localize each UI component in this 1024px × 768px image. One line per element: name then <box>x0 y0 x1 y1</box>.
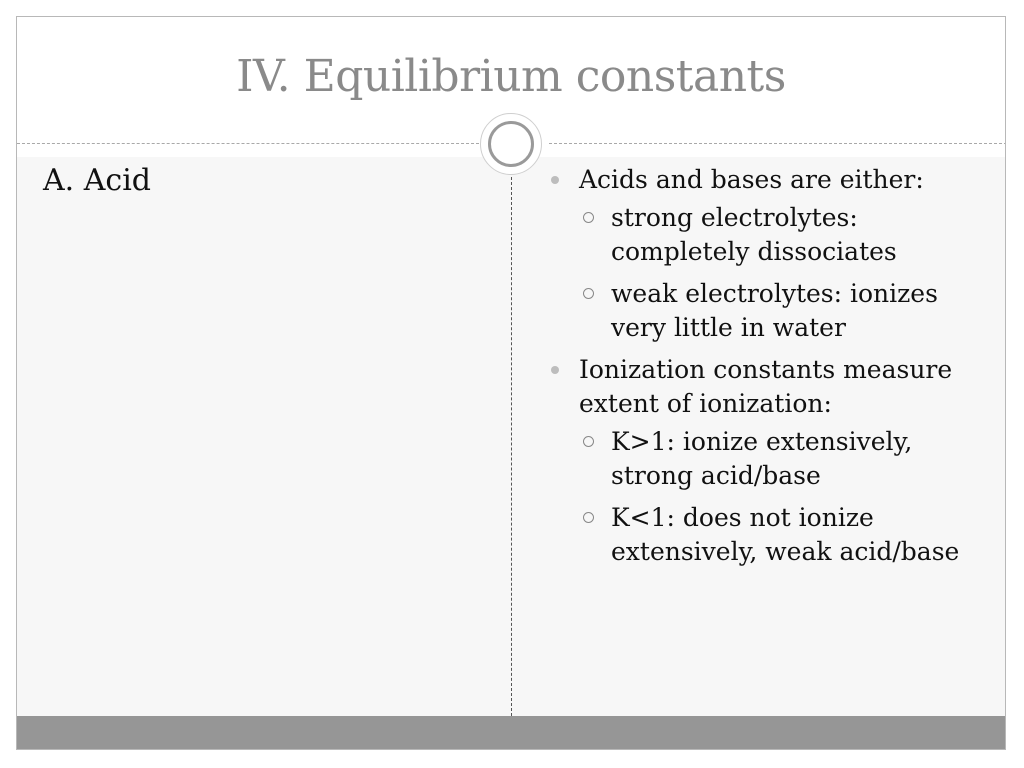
sub-bullet-item <box>579 501 995 569</box>
column-divider <box>511 177 512 716</box>
bullet-text: Acids and bases are either: <box>579 165 924 194</box>
dot-bullet-icon <box>551 176 559 184</box>
slide-title: IV. Equilibrium constants <box>236 51 786 102</box>
sub-bullet-text: K<1: does not ionize extensively, weak acid/base <box>611 503 960 566</box>
sub-bullet-text: weak electrolytes: ionizes very little in water <box>611 279 938 342</box>
sub-bullet-item <box>579 277 995 345</box>
bullet-item <box>545 353 995 569</box>
slide <box>16 16 1006 750</box>
bullet-list <box>545 163 995 577</box>
ring-bullet-icon <box>583 212 594 223</box>
sub-bullet-text: K>1: ionize extensively, strong acid/base <box>611 427 913 490</box>
dot-bullet-icon <box>551 366 559 374</box>
left-heading: A. Acid <box>43 163 152 198</box>
bullet-item <box>545 163 995 345</box>
sub-bullet-text: strong electrolytes: completely dissociates <box>611 203 897 266</box>
double-ring-icon <box>480 113 542 175</box>
inner-ring <box>488 121 534 167</box>
ring-bullet-icon <box>583 288 594 299</box>
ring-bullet-icon <box>583 512 594 523</box>
title-divider-left <box>17 143 479 144</box>
title-divider-right <box>549 143 1006 144</box>
sub-bullet-item <box>579 201 995 269</box>
bullet-text: Ionization constants measure extent of ionization: <box>579 355 953 418</box>
ring-bullet-icon <box>583 436 594 447</box>
sub-bullet-item <box>579 425 995 493</box>
footer-bar <box>17 716 1005 750</box>
